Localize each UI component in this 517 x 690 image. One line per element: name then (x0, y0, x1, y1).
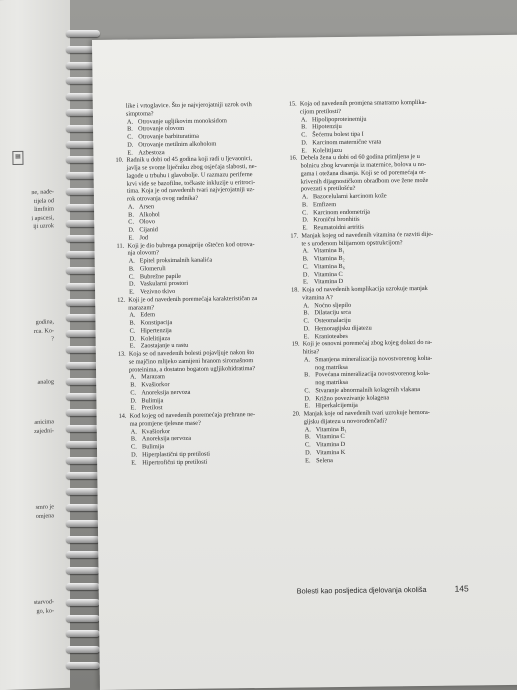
spiral-ring (66, 646, 100, 653)
option-text: Marazam (141, 373, 165, 381)
option-letter: E. (305, 456, 311, 464)
question-text: Koji je dio bubrega ponajprije oštećen kod otrova- (127, 240, 255, 250)
question-text: javlja se svome liječniku zbog osjećaja slabosti, ne- (126, 162, 257, 172)
question (291, 285, 462, 341)
option-text: Karcinom endometrija (313, 208, 370, 216)
question-text: Koja od navedenih promjena smatramo komplika- (299, 98, 427, 108)
question-text: nja olovom? (127, 249, 159, 257)
option-text-continuation: nog matriksa (315, 378, 348, 387)
spiral-ring (66, 615, 100, 622)
option-text: Vitamina B₂ (313, 254, 345, 263)
question-number: 18. (291, 286, 299, 294)
option-text: Otrovanje olovom (138, 125, 185, 133)
left-page-text-line: limfnim (34, 205, 54, 214)
question-text: lagode u trbuhu i glavobolje. U razmazu periferne (126, 170, 253, 180)
option-letter: B. (301, 123, 307, 131)
option-letter: B. (130, 435, 137, 443)
option-letter: E. (131, 458, 137, 467)
option-text: Smanjena mineralizacija novostvorenog kolta- (314, 354, 433, 364)
left-page-text-line: anicima (34, 418, 54, 426)
question-text: povezati s pretilošću? (300, 185, 356, 193)
question-number: 11. (116, 242, 125, 250)
option-letter: B. (128, 211, 134, 219)
option-letter: E. (303, 332, 310, 340)
left-page-text-line: omjena (35, 511, 54, 520)
option-text: Vitamina D (313, 278, 344, 286)
question-text: Kod kojeg od navedenih poremećaja prehrane ne- (129, 411, 256, 420)
option-text: Emfizem (312, 200, 337, 209)
option-text: Vezivno tkivo (140, 288, 176, 296)
option-letter: D. (301, 139, 308, 147)
option-text: Reumatoidni artritis (313, 223, 364, 232)
option-text: Epitel proksimalnih kanalića (139, 256, 213, 265)
option-text: Dilataciju srca (314, 309, 351, 317)
spiral-ring (66, 362, 100, 369)
left-page-edge (0, 0, 70, 690)
option-letter: B. (302, 255, 309, 263)
option-text: Bubrežne papile (139, 272, 182, 280)
chip-icon: ▦ (12, 151, 23, 165)
option-text: Olovo (139, 218, 156, 226)
option-letter: D. (302, 270, 310, 278)
option-letter: B. (303, 309, 310, 317)
option-letter: A. (304, 425, 311, 433)
option-text: Vitamina B₁ (313, 247, 345, 255)
question-text: Koja od navedenih komplikacija uzrokuje manjak (302, 284, 428, 294)
option-letter: B. (128, 265, 135, 273)
option-letter: D. (130, 396, 137, 405)
left-page-fragment (6, 318, 54, 345)
question-text: Manjak kojeg od navedenih vitamina će razviti dije- (301, 230, 434, 240)
option-text: Hipertrofični tip pretilosti (142, 458, 208, 466)
option-text: Karcinom maternične vrata (312, 138, 382, 147)
question-text: te s urođenom bilijarnom opstrukcijom? (301, 238, 403, 247)
spiral-ring (66, 536, 100, 543)
option-letter: B. (304, 433, 311, 441)
option-letter: C. (129, 327, 136, 335)
option-letter: E. (130, 404, 136, 412)
option-letter: A. (303, 301, 310, 309)
spiral-ring (66, 662, 100, 669)
option-text: Vitamina D (315, 440, 346, 449)
spiral-ring (66, 599, 100, 606)
option-text: Zaostajanje u rastu (140, 342, 189, 350)
spiral-ring (66, 567, 100, 574)
page-footer (297, 584, 469, 595)
spiral-ring (66, 441, 100, 448)
option-letter: D. (303, 325, 310, 333)
spiral-ring (66, 488, 100, 495)
question-text: ma promjene tjelesne mase? (129, 419, 201, 428)
left-page-text-line: ? (51, 335, 54, 343)
question-column-right (289, 99, 463, 465)
option-text: Hiperkalcijemija (315, 402, 358, 410)
option-text: Hipotenziju (312, 123, 342, 131)
question-column-left (115, 101, 289, 467)
option-letter: A. (128, 257, 135, 265)
option-text: Kranioteabes (314, 332, 348, 340)
left-page-text-line: analog (37, 378, 54, 386)
option-letter: E. (128, 234, 134, 242)
option-text: Vitamina C (313, 270, 343, 278)
question-number: 14. (118, 412, 127, 420)
question-text: cijom pretilosti? (299, 107, 342, 116)
question-text: se majčino mlijeko zamijeni hranom siromašnom (128, 356, 254, 366)
option-text-continuation: nog matriksa (314, 363, 348, 371)
question (116, 240, 287, 296)
question (289, 153, 460, 233)
option-text: Hiperplastični tip pretilosti (142, 450, 210, 459)
question-text: marazam? (128, 303, 155, 312)
option-letter: C. (130, 389, 137, 397)
option-letter: A. (301, 193, 309, 201)
left-page-fragment (6, 378, 54, 388)
spiral-ring (66, 409, 100, 416)
question-number: 20. (292, 410, 301, 418)
option-letter: A. (130, 373, 137, 381)
option-text: Šećernu bolest tipa I (312, 130, 364, 139)
spiral-ring (66, 378, 100, 385)
left-page-text-line: godina, (35, 318, 54, 326)
option-text: Arsen (138, 203, 155, 211)
question-text: like i vrtoglavice. Što je najvjerojatniji uzrok ovih (125, 101, 252, 110)
question-text: bolnicu zbog krvarenja iz maternice, bolova u no- (300, 160, 427, 170)
question-number: 16. (289, 154, 298, 162)
option-text: Otrovanje ugljikovim monoksidom (137, 116, 227, 125)
option-text: Edem (140, 311, 156, 319)
question (117, 294, 288, 350)
question (115, 155, 286, 242)
option-text: Jod (139, 234, 149, 242)
running-title: Bolesti kao posljedica djelovanja okoliša (296, 584, 427, 596)
option-text: Kvašiorkor (141, 427, 171, 435)
option-text: Otrovanje barbituratima (138, 132, 199, 141)
option-text: Vitamina K (316, 448, 346, 457)
question (293, 409, 464, 465)
option-letter: B. (304, 371, 310, 379)
option-letter: A. (300, 115, 308, 123)
option-letter: D. (128, 226, 135, 234)
left-page-text-line: tijela od (33, 196, 54, 205)
answer-option (119, 457, 289, 467)
option-letter: C. (127, 133, 134, 141)
question-text: Radnik u dobi od 45 godina koji radi u ljevaonici, (126, 155, 253, 164)
question (289, 99, 460, 155)
spiral-ring (66, 504, 100, 511)
left-page-text-line: iji uzrok (33, 222, 54, 231)
option-letter: A. (126, 118, 134, 126)
left-page-text-line: go, ko- (36, 606, 54, 615)
option-text: Pretilost (141, 404, 163, 412)
option-letter: C. (128, 272, 135, 281)
option-letter: A. (129, 311, 136, 319)
option-letter: C. (302, 263, 309, 271)
option-letter: E. (129, 288, 135, 296)
option-letter: A. (130, 427, 137, 436)
question (115, 101, 286, 157)
question-text: krivenih dijagnostičkom obradbom ove žene može (300, 176, 429, 185)
left-page-text-line: rca. Ko- (33, 326, 54, 335)
left-page-text-line: zajedni- (34, 426, 54, 435)
option-text: Hipertenzija (140, 326, 172, 335)
question-text: rok otrovanja ovog radnika? (126, 194, 199, 203)
option-text: Bulimija (141, 443, 165, 451)
option-letter: A. (303, 356, 311, 364)
question-number: 10. (115, 156, 124, 164)
question-number: 12. (117, 296, 126, 304)
option-letter: E. (127, 149, 133, 157)
option-text: Cijanid (139, 226, 158, 234)
question-number: 19. (291, 340, 300, 348)
question-text: Debela žena u dobi od 60 godina primljena je u (300, 153, 420, 162)
option-letter: B. (301, 201, 308, 209)
option-letter: A. (302, 247, 309, 255)
left-page-fragment (6, 418, 54, 437)
option-letter: D. (304, 394, 311, 402)
option-letter: D. (129, 334, 136, 343)
spiral-ring (66, 583, 100, 590)
option-text: Osteomalaciju (314, 316, 351, 325)
question-text: Koji je od navedenih poremećaja karakterističan za (128, 294, 258, 304)
option-letter: B. (127, 125, 133, 133)
option-text: Bulimija (141, 396, 164, 404)
option-text: Azbestoza (138, 148, 165, 156)
spiral-ring (66, 630, 100, 637)
option-text: Povećana mineralizacija novostvorenog kola- (315, 370, 431, 379)
spiral-ring (66, 551, 100, 558)
left-page-text-line: smro je (35, 503, 54, 511)
option-letter: C. (130, 443, 137, 451)
left-page-text-line: ne, nađe- (31, 188, 54, 197)
option-letter: D. (127, 141, 134, 149)
option-letter: E. (302, 278, 309, 286)
left-page-text-line: starvod- (33, 598, 54, 606)
option-text: Otrovanje metilnim alkoholom (138, 140, 217, 149)
option-text: Bazocelularni karcinom kože (312, 192, 387, 201)
question (290, 230, 461, 286)
option-text: Glomeruli (139, 264, 166, 273)
option-letter: B. (130, 381, 137, 389)
option-letter: C. (304, 441, 311, 449)
spiral-ring (66, 520, 100, 527)
question-text: simptoma? (125, 110, 154, 118)
option-text: Kolelitijazu (312, 146, 343, 154)
left-page-text-line: i apscesi, (31, 214, 54, 222)
question-text: gijsku dijatezu u novorođenčadi? (303, 417, 388, 426)
question (118, 349, 289, 413)
option-text: Anoreksija nervoza (141, 435, 192, 443)
option-text: Stvaranje abnormalnih kolagenih vlakana (315, 385, 421, 395)
option-text: Kvašiorkor (141, 381, 170, 389)
option-letter: C. (301, 131, 307, 139)
spiral-ring (66, 30, 100, 37)
option-letter: D. (128, 280, 136, 288)
question-number: 13. (117, 350, 126, 358)
option-letter: B. (129, 319, 136, 327)
question-text: tima. Koja je od navedenih tvari najvjerojatniji uz- (126, 186, 255, 195)
option-text: Hipolipoproteinemiju (311, 115, 367, 123)
question-text: proteinima, a dostatno bogatom ugljikohidratima? (128, 364, 256, 374)
spiral-ring (66, 472, 100, 479)
left-page-fragment (6, 188, 54, 233)
option-letter: D. (302, 216, 309, 224)
question-text: Koji je osnovni poremećaj zbog kojeg dolazi do ra- (302, 339, 433, 348)
option-text: Alkohol (139, 210, 160, 218)
left-page-fragment (6, 503, 54, 522)
option-text: Vaskularni prostori (139, 280, 189, 288)
option-text: Selena (316, 456, 333, 464)
left-page-fragment (6, 598, 54, 617)
spiral-ring (66, 425, 100, 432)
question-text: Koja se od navedenih bolesti pojavljuje nakon što (128, 349, 255, 358)
answer-option (293, 455, 463, 465)
question-text: hitisa? (302, 348, 320, 356)
question-number: 15. (288, 100, 297, 108)
question-text: vitamina A? (302, 293, 333, 302)
option-text: Vitamina B₁ (315, 425, 347, 433)
option-text: Vitamina C (315, 433, 345, 441)
spiral-ring (66, 457, 100, 464)
spiral-ring (66, 393, 100, 400)
option-text: Noćno sljepilo (314, 301, 352, 309)
option-text: Vitamina B₆ (313, 262, 345, 271)
option-text: Konstipacija (140, 319, 173, 327)
option-letter: C. (304, 387, 311, 395)
option-letter: D. (131, 451, 138, 459)
option-letter: E. (301, 146, 307, 154)
option-letter: E. (302, 224, 308, 232)
option-letter: E. (304, 402, 310, 410)
option-text: Hemoragijsku dijatezu (314, 324, 372, 333)
option-letter: D. (305, 449, 312, 457)
question-text: gama i otežana disanja. Koji se od poremećaja ot- (300, 168, 427, 178)
option-letter: A. (127, 203, 135, 211)
option-letter: C. (303, 317, 310, 325)
option-text: Anoreksija nervoza (141, 388, 191, 397)
question (292, 339, 463, 411)
option-letter: C. (128, 218, 135, 226)
question-text: Manjak koje od navedenih tvari uzrokuje hemora- (303, 408, 430, 418)
option-text: Kronični bronhitis (313, 215, 360, 224)
question-number: 17. (290, 232, 299, 240)
option-text: Kolelitijaza (140, 334, 171, 342)
question-text: krvi vide se bazofilne, točkaste inkluzije u eritroci- (126, 178, 256, 188)
question (119, 411, 290, 467)
option-text: Križno povezivanje kolagena (315, 393, 390, 402)
option-letter: E. (129, 342, 136, 350)
page-number: 145 (454, 583, 469, 594)
option-letter: C. (302, 208, 308, 216)
